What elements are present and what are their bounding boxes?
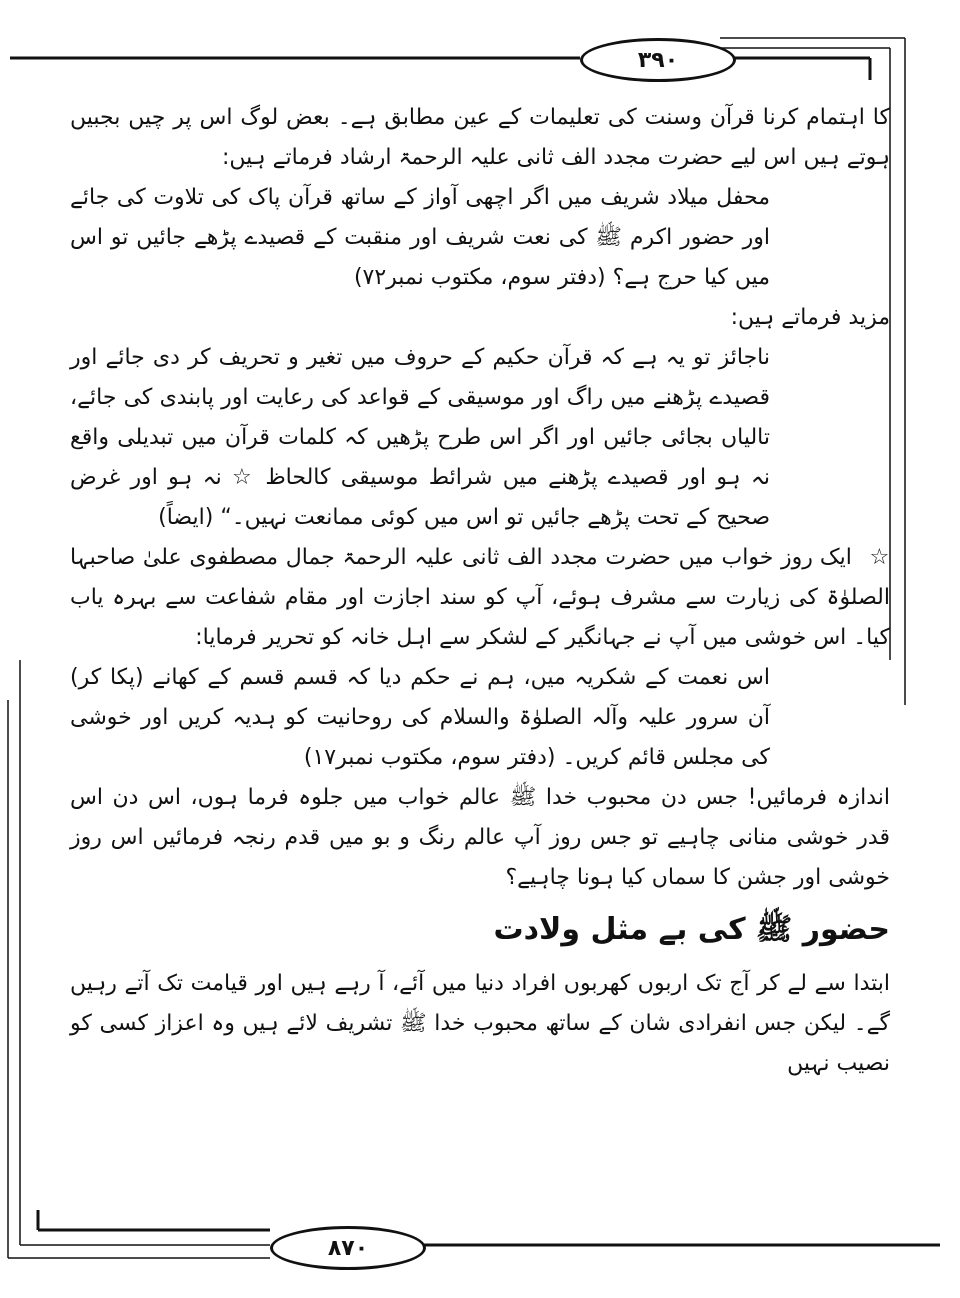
paragraph-dream-text: ایک روز خواب میں حضرت مجدد الف ثانی علیہ الرحمۃ جمال مصطفوی علیٰ صاحبہا الصلوٰۃ کی زیارت سے مشرف ہوئے، آپ کو سند اجازت اور مقام شفاعت سے بہرہ یاب کیا۔ اس خوشی میں آپ نے جہانگیر کے لشکر سے اہل خانہ کو تحریر فرمایا: — [70, 545, 890, 650]
quote-mehfil-citation: (دفتر سوم، مکتوب نمبر۷۲) — [353, 265, 606, 290]
page-number-top: ۳۹۰ — [580, 38, 736, 82]
paragraph-dream — [70, 538, 890, 658]
page-number-bottom: ۸۷۰ — [270, 1226, 426, 1270]
paragraph-intro: کا اہتمام کرنا قرآن وسنت کی تعلیمات کے عین مطابق ہے۔ بعض لوگ اس پر چیں بجبیں ہوتے ہیں اس لیے حضرت مجدد الف ثانی علیہ الرحمۃ ارشاد فرماتے ہیں: — [70, 105, 890, 170]
paragraph-andaza: اندازہ فرمائیں! جس دن محبوب خدا ﷺ عالم خواب میں جلوہ فرما ہوں، اس دن اس قدر خوشی منانی چاہیے تو جس روز آپ عالم رنگ و بو میں قدم رنجہ فرمائیں اس روز خوشی اور جشن کا سماں کیا ہونا چاہیے؟ — [70, 785, 890, 890]
quote-nemat-citation: (دفتر سوم، مکتوب نمبر۱۷) — [303, 745, 556, 770]
quote-najaiz-text: ناجائز تو یہ ہے کہ قرآن حکیم کے حروف میں تغیر و تحریف کر دی جائے اور قصیدے پڑھنے میں راگ اور موسیقی کے قواعد کی رعایت اور پابندی کی جائے، تالیاں بجائی جائیں اور اگر اس طرح پڑھیں کہ کلمات قرآن میں تبدیلی واقع نہ ہو اور قصیدے پڑھنے میں شرائط موسیقی کالحاظ ☆ نہ ہو اور غرض صحیح کے تحت پڑھے جائیں تو اس میں کوئی ممانعت نہیں۔“ — [70, 345, 770, 530]
star-icon: ☆ — [869, 545, 890, 570]
quote-najaiz — [70, 338, 770, 538]
quote-mehfil-text: محفل میلاد شریف میں اگر اچھی آواز کے ساتھ قرآن پاک کی تلاوت کی جائے اور حضور اکرم ﷺ کی نعت شریف اور منقبت کے قصیدے پڑھے جائیں تو اس میں کیا حرج ہے؟ — [70, 185, 770, 290]
paragraph-further: مزید فرماتے ہیں: — [730, 305, 890, 330]
paragraph-ibtida: ابتدا سے لے کر آج تک اربوں کھربوں افراد دنیا میں آئے، آ رہے ہیں اور قیامت تک آتے رہیں گے۔ لیکن جس انفرادی شان کے ساتھ محبوب خدا ﷺ تشریف لائے ہیں وہ اعزاز کسی کو نصیب نہیں — [70, 971, 890, 1076]
page-content — [70, 98, 890, 1084]
quote-mehfil — [70, 178, 770, 298]
quote-najaiz-citation: (ایضاً) — [158, 505, 214, 530]
quote-nemat — [70, 658, 770, 778]
section-heading: حضور ﷺ کی بے مثل ولادت — [493, 912, 890, 947]
quote-nemat-text: اس نعمت کے شکریہ میں، ہم نے حکم دیا کہ قسم قسم کے کھانے (پکا کر) آن سرور علیہ وآلہ الصلوٰۃ والسلام کی روحانیت کو ہدیہ کریں اور خوشی کی مجلس قائم کریں۔ — [70, 665, 770, 770]
